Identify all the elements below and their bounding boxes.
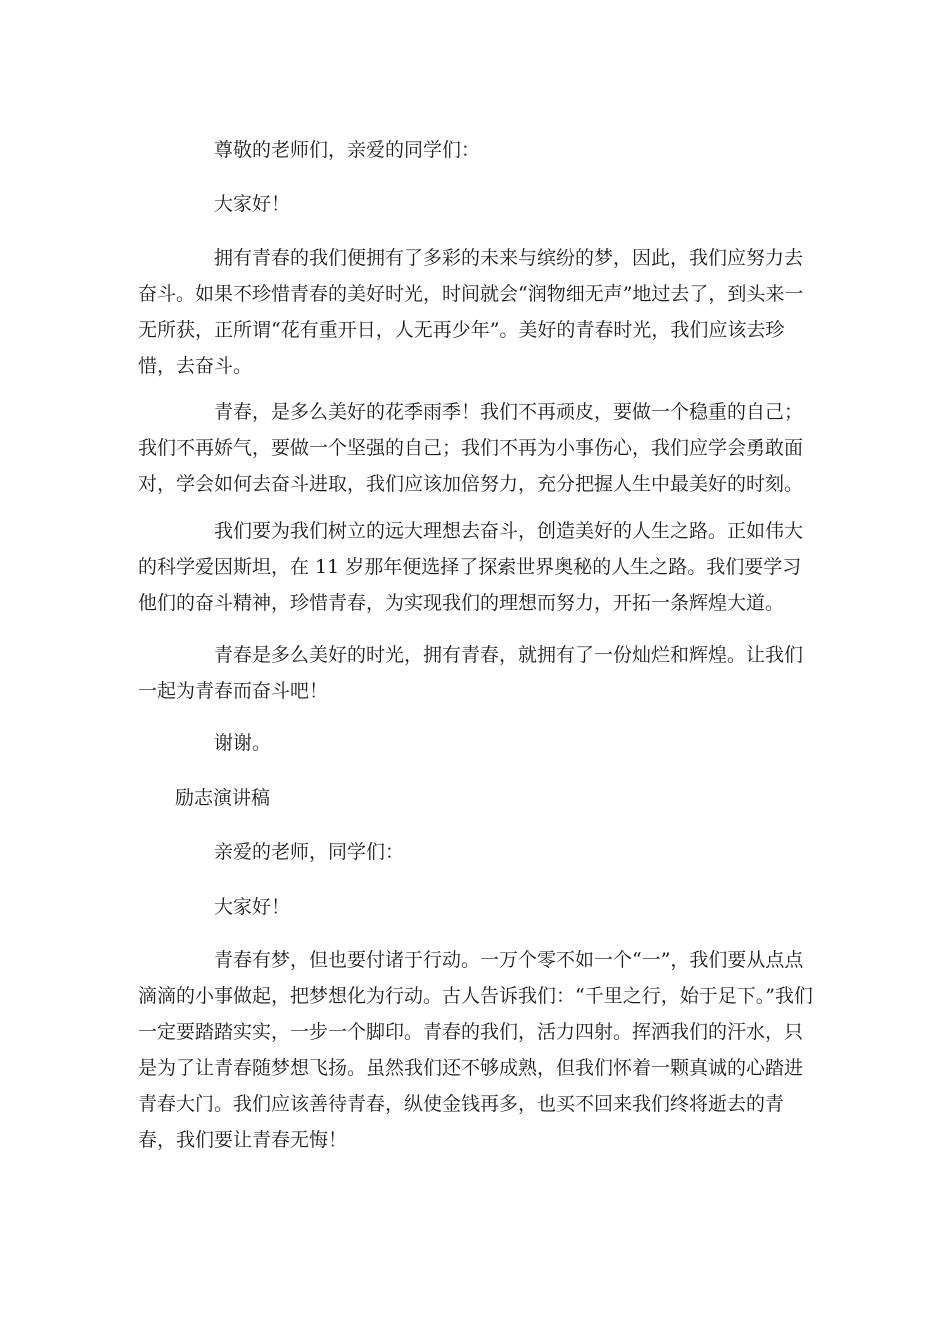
speech1-salutation: 尊敬的老师们，亲爱的同学们： [214, 139, 481, 161]
speech1-paragraph-3: 我们要为我们树立的远大理想去奋斗，创造美好的人生之路。正如伟大的科学爱因斯坦，在 11 岁那年便选择了探索世界奥秘的人生之路。我们要学习他们的奋斗精神，珍惜青春，为实现我们的理想而努力，开拓一条辉煌大道。 [138, 520, 804, 614]
speech2-salutation: 亲爱的老师，同学们： [214, 841, 405, 863]
speech1-paragraph-2: 青春，是多么美好的花季雨季！我们不再顽皮，要做一个稳重的自己；我们不再娇气，要做一个坚强的自己；我们不再为小事伤心，我们应学会勇敢面对，学会如何去奋斗进取，我们应该加倍努力，充分把握人生中最美好的时刻。 [138, 401, 804, 495]
speech1-paragraph-1: 拥有青春的我们便拥有了多彩的未来与缤纷的梦，因此，我们应努力去奋斗。如果不珍惜青春的美好时光，时间就会“润物细无声”地过去了，到头来一无所获，正所谓“花有重开日，人无再少年”。美好的青春时光，我们应该去珍惜，去奋斗。 [138, 247, 804, 377]
speech2-greeting: 大家好！ [214, 896, 291, 918]
speech2-paragraph-1: 青春有梦，但也要付诸于行动。一万个零不如一个“一”，我们要从点点滴滴的小事做起，把梦想化为行动。古人告诉我们：“千里之行，始于足下。”我们一定要踏踏实实，一步一个脚印。青春的我们，活力四射。挥洒我们的汗水，只是为了让青春随梦想飞扬。虽然我们还不够成熟，但我们怀着一颗真诚的心踏进青春大门。我们应该善待青春，纵使金钱再多，也买不回来我们终将逝去的青春，我们要让青春无悔！ [138, 949, 813, 1151]
speech1-paragraph-4: 青春是多么美好的时光，拥有青春，就拥有了一份灿烂和辉煌。让我们一起为青春而奋斗吧！ [138, 644, 804, 702]
speech1-greeting: 大家好！ [214, 193, 291, 215]
speech2-title: 励志演讲稿 [175, 787, 271, 809]
speech1-closing: 谢谢。 [214, 732, 272, 754]
